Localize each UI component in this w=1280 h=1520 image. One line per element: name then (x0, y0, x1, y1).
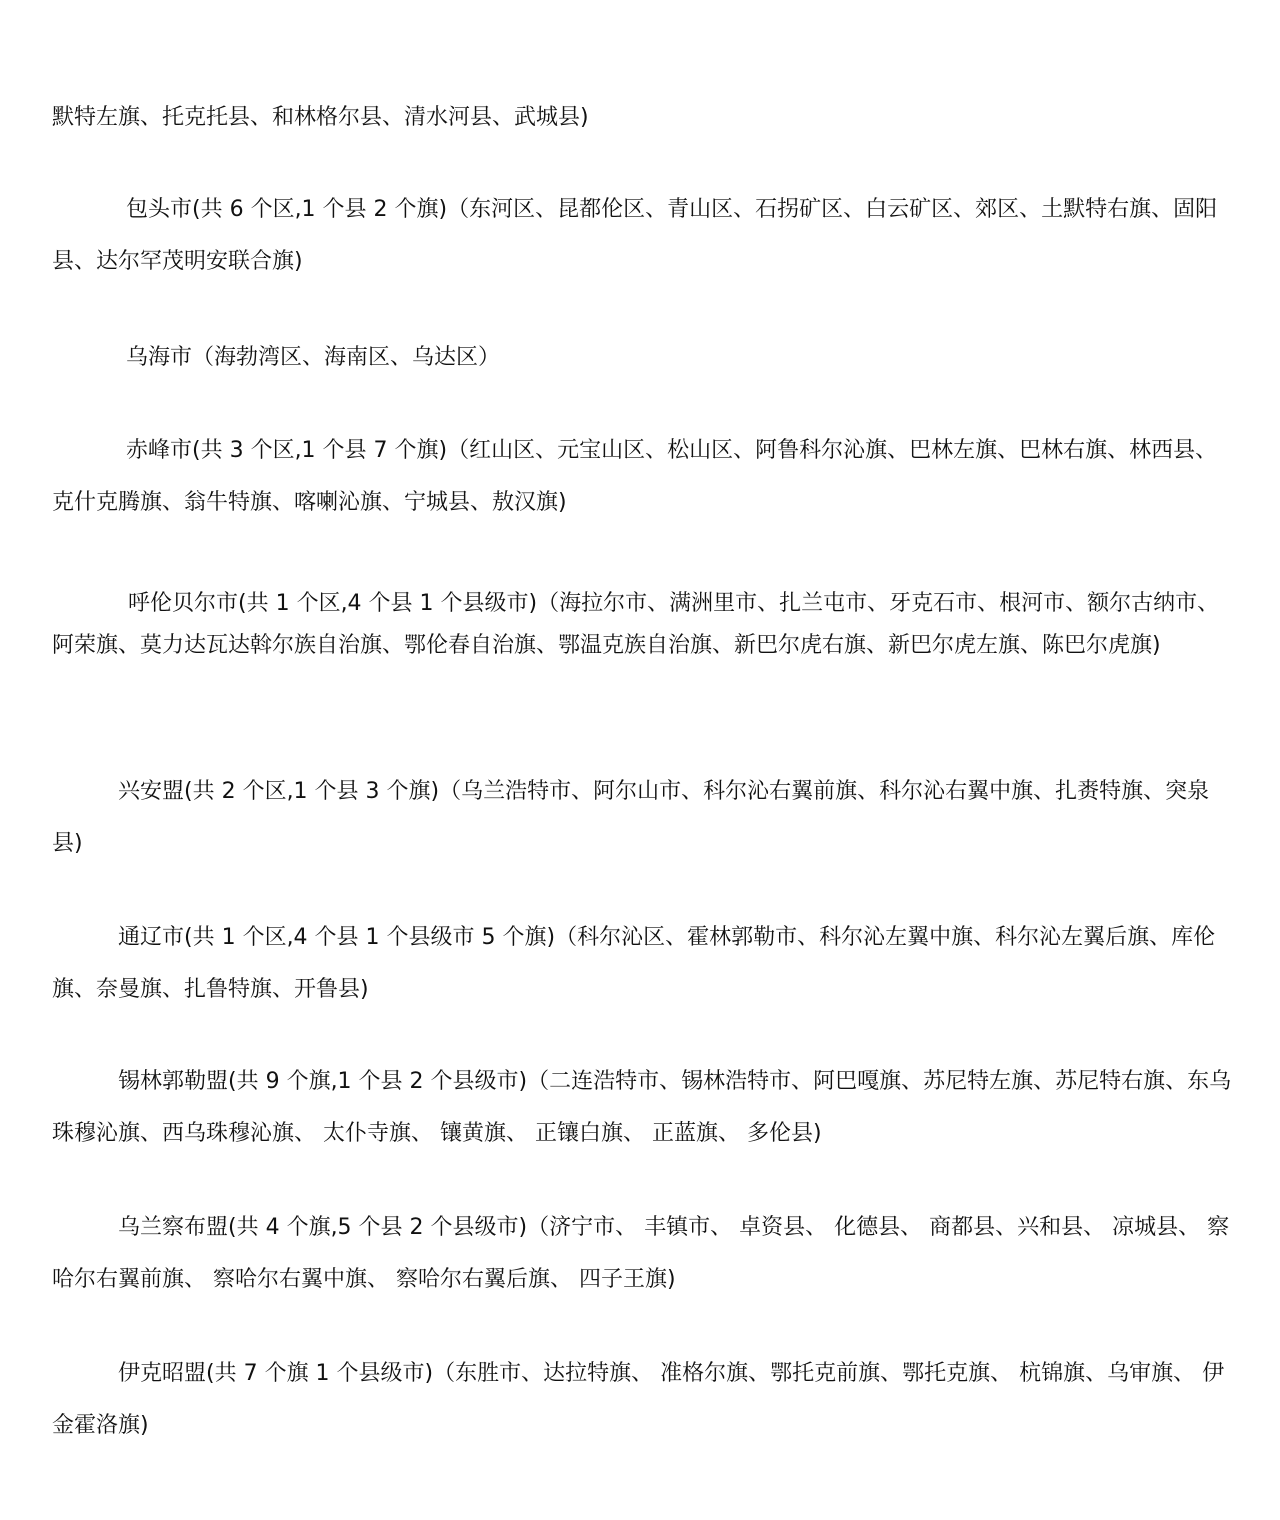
paragraph-text: 锡林郭勒盟(共 9 个旗,1 个县 2 个县级市)（二连浩特市、锡林浩特市、阿巴嘎旗、苏尼特左旗、苏尼特右旗、东乌珠穆沁旗、西乌珠穆沁旗、 太仆寺旗、 镶黄旗、 正镶白旗、 正蓝旗、 多伦县) (52, 1069, 1232, 1146)
paragraph-text: 乌海市（海勃湾区、海南区、乌达区） (126, 345, 501, 370)
paragraph-chifeng (52, 425, 1232, 529)
paragraph-ulanqab (52, 1202, 1232, 1306)
paragraph-hulunbuir (52, 583, 1232, 667)
paragraph-wuhai (52, 332, 1232, 384)
paragraph-text: 伊克昭盟(共 7 个旗 1 个县级市)（东胜市、达拉特旗、 准格尔旗、鄂托克前旗、鄂托克旗、 杭锦旗、乌审旗、 伊金霍洛旗) (52, 1361, 1225, 1438)
paragraph-xingan (52, 766, 1232, 870)
paragraph-text: 兴安盟(共 2 个区,1 个县 3 个旗)（乌兰浩特市、阿尔山市、科尔沁右翼前旗、科尔沁右翼中旗、扎赉特旗、突泉县) (52, 779, 1210, 856)
paragraph-baotou (52, 184, 1232, 288)
paragraph-xilingol (52, 1056, 1232, 1160)
paragraph-text: 乌兰察布盟(共 4 个旗,5 个县 2 个县级市)（济宁市、 丰镇市、 卓资县、 化德县、 商都县、兴和县、 凉城县、 察哈尔右翼前旗、 察哈尔右翼中旗、 察哈尔右翼后旗、 四子王旗) (52, 1215, 1230, 1292)
paragraph-hohhot-continued (52, 92, 1232, 144)
paragraph-yikezhao (52, 1348, 1232, 1452)
paragraph-text: 赤峰市(共 3 个区,1 个县 7 个旗)（红山区、元宝山区、松山区、阿鲁科尔沁旗、巴林左旗、巴林右旗、林西县、克什克腾旗、翁牛特旗、喀喇沁旗、宁城县、敖汉旗) (52, 438, 1218, 515)
paragraph-text: 默特左旗、托克托县、和林格尔县、清水河县、武城县) (52, 105, 589, 130)
paragraph-text: 呼伦贝尔市(共 1 个区,4 个县 1 个县级市)（海拉尔市、满洲里市、扎兰屯市、牙克石市、根河市、额尔古纳市、阿荣旗、莫力达瓦达斡尔族自治旗、鄂伦春自治旗、鄂温克族自治旗、新巴尔虎右旗、新巴尔虎左旗、陈巴尔虎旗) (52, 591, 1220, 658)
paragraph-text: 包头市(共 6 个区,1 个县 2 个旗)（东河区、昆都伦区、青山区、石拐矿区、白云矿区、郊区、土默特右旗、固阳县、达尔罕茂明安联合旗) (52, 197, 1218, 274)
paragraph-tongliao (52, 912, 1232, 1016)
paragraph-text: 通辽市(共 1 个区,4 个县 1 个县级市 5 个旗)（科尔沁区、霍林郭勒市、科尔沁左翼中旗、科尔沁左翼后旗、库伦旗、奈曼旗、扎鲁特旗、开鲁县) (52, 925, 1216, 1002)
